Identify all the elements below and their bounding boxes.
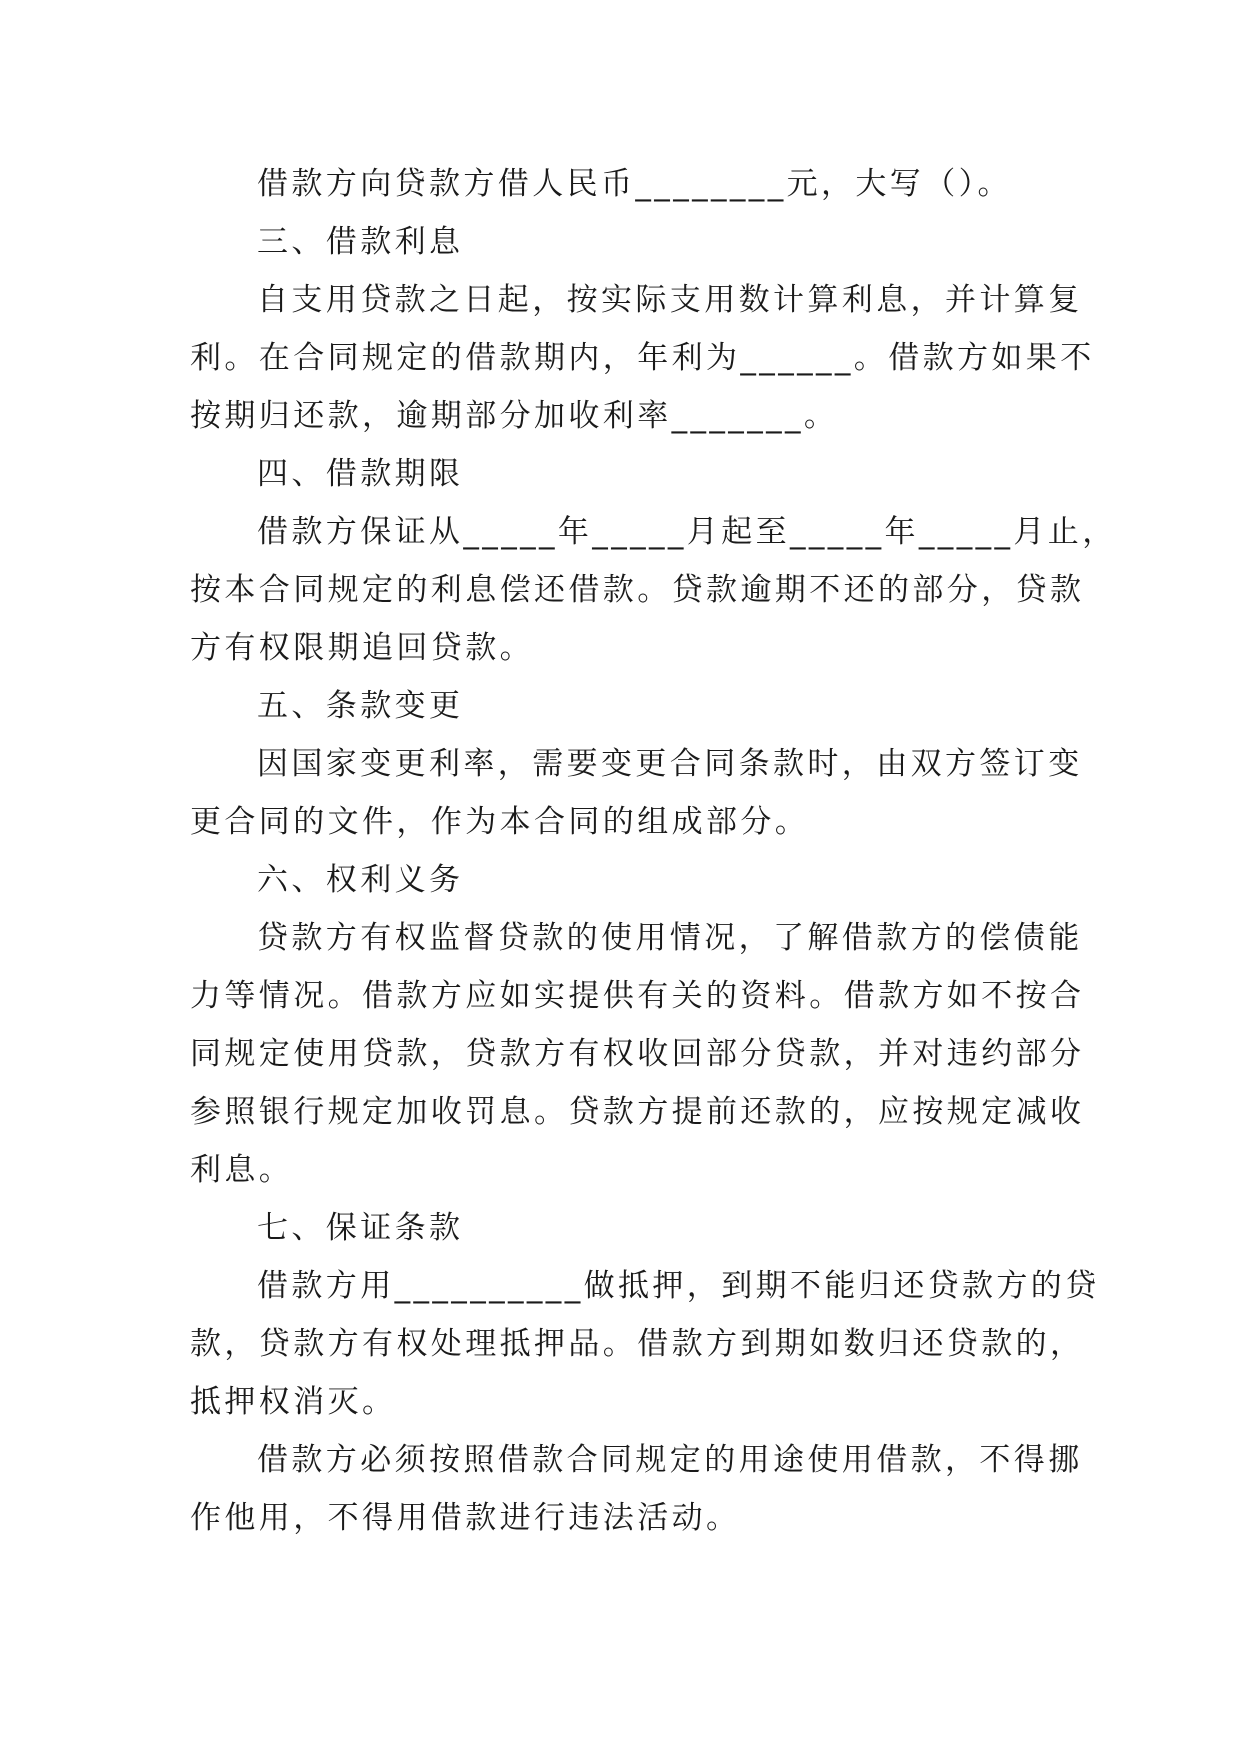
section-heading-amendment: 五、条款变更	[257, 688, 464, 724]
section-heading-interest: 三、借款利息	[257, 224, 464, 260]
term-paragraph-line-3: 方有权限期追回贷款。	[190, 630, 534, 666]
interest-paragraph-line-2: 利。在合同规定的借款期内，年利为______。借款方如果不	[190, 340, 1095, 376]
guarantee-paragraph-line-3: 抵押权消灭。	[190, 1384, 397, 1420]
term-paragraph-line-1: 借款方保证从_____年_____月起至_____年_____月止，	[257, 514, 1117, 550]
amendment-paragraph-line-1: 因国家变更利率，需要变更合同条款时，由双方签订变	[257, 746, 1083, 782]
rights-paragraph-line-2: 力等情况。借款方应如实提供有关的资料。借款方如不按合	[190, 978, 1085, 1014]
section-heading-guarantee: 七、保证条款	[257, 1210, 464, 1246]
interest-paragraph-line-1: 自支用贷款之日起，按实际支用数计算利息，并计算复	[257, 282, 1083, 318]
loan-amount-paragraph: 借款方向贷款方借人民币________元，大写（）。	[257, 166, 1012, 202]
usage-paragraph-line-2: 作他用，不得用借款进行违法活动。	[190, 1500, 741, 1536]
guarantee-paragraph-line-2: 款，贷款方有权处理抵押品。借款方到期如数归还贷款的，	[190, 1326, 1085, 1362]
guarantee-paragraph-line-1: 借款方用__________做抵押，到期不能归还贷款方的贷	[257, 1268, 1100, 1304]
rights-paragraph-line-1: 贷款方有权监督贷款的使用情况，了解借款方的偿债能	[257, 920, 1083, 956]
term-paragraph-line-2: 按本合同规定的利息偿还借款。贷款逾期不还的部分，贷款	[190, 572, 1085, 608]
rights-paragraph-line-5: 利息。	[190, 1152, 294, 1188]
interest-paragraph-line-3: 按期归还款，逾期部分加收利率_______。	[190, 398, 839, 434]
rights-paragraph-line-4: 参照银行规定加收罚息。贷款方提前还款的，应按规定减收	[190, 1094, 1085, 1130]
usage-paragraph-line-1: 借款方必须按照借款合同规定的用途使用借款，不得挪	[257, 1442, 1083, 1478]
section-heading-term: 四、借款期限	[257, 456, 464, 492]
rights-paragraph-line-3: 同规定使用贷款，贷款方有权收回部分贷款，并对违约部分	[190, 1036, 1085, 1072]
section-heading-rights: 六、权利义务	[257, 862, 464, 898]
amendment-paragraph-line-2: 更合同的文件，作为本合同的组成部分。	[190, 804, 810, 840]
